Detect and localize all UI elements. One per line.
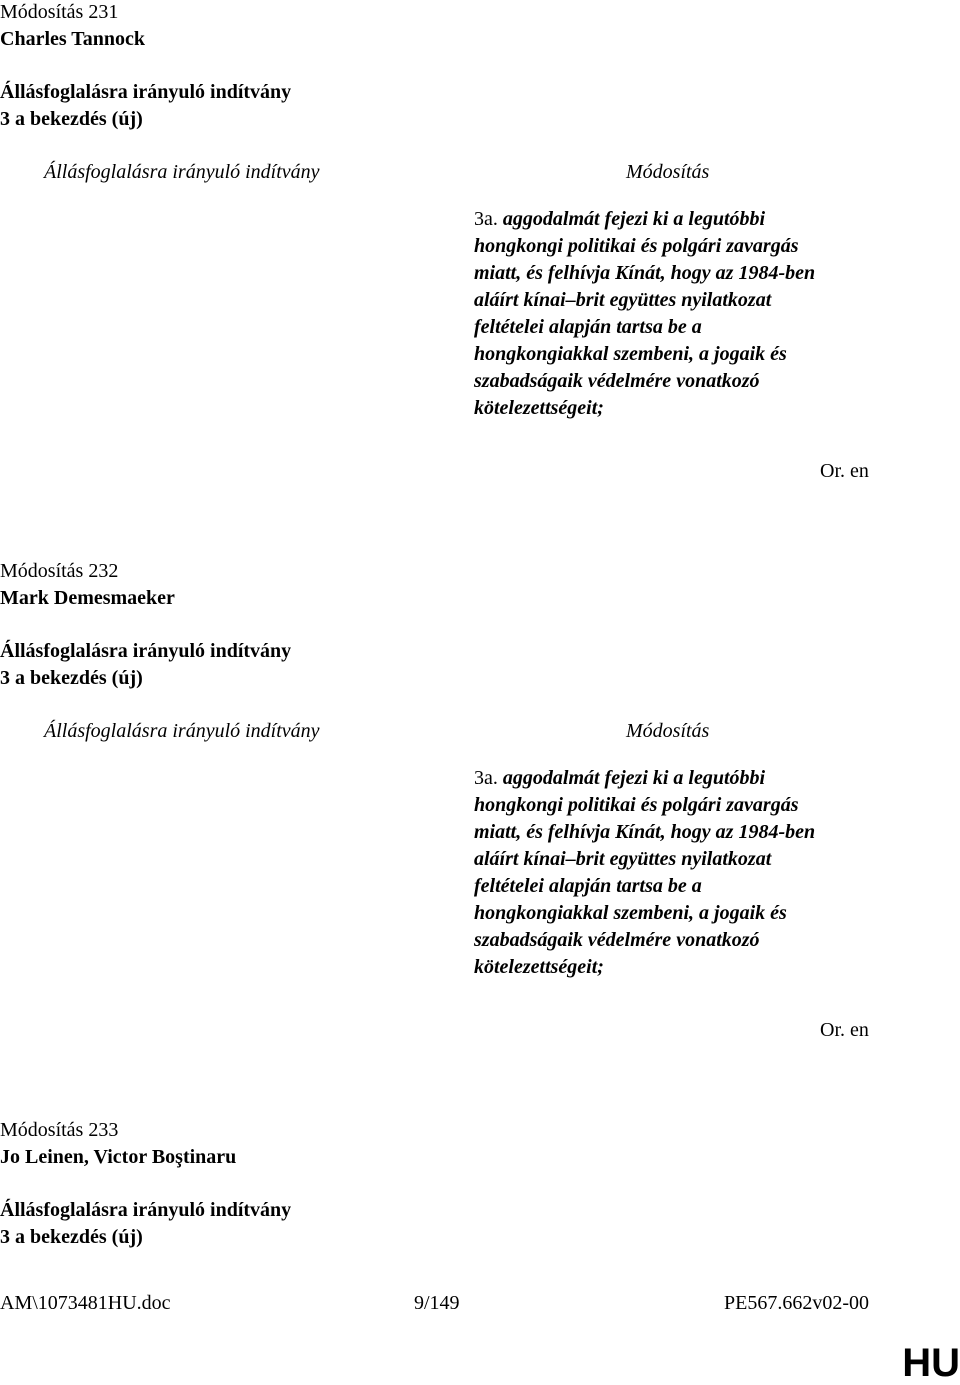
text-line: aláírt kínai–brit együttes nyilatkozat [474,848,772,870]
original-language: Or. en [820,460,869,482]
document-reference: Állásfoglalásra irányuló indítvány [0,81,292,103]
footer-pe-reference: PE567.662v02-00 [724,1292,869,1314]
document-reference: Állásfoglalásra irányuló indítvány [0,1199,292,1221]
text-line: szabadságaik védelmére vonatkozó [474,929,760,951]
text-line: szabadságaik védelmére vonatkozó [474,370,760,392]
column-header-original: Állásfoglalásra irányuló indítvány [44,720,320,742]
paragraph-reference: 3 a bekezdés (új) [0,1226,143,1248]
text-line: hongkongiakkal szembeni, a jogaik és [474,902,787,924]
paragraph-reference: 3 a bekezdés (új) [0,108,143,130]
text-line: hongkongiakkal szembeni, a jogaik és [474,343,787,365]
document-reference: Állásfoglalásra irányuló indítvány [0,640,292,662]
text-line: 3a. aggodalmát fejezi ki a legutóbbi [474,208,766,230]
amendment-number: Módosítás 233 [0,1119,119,1141]
amendment-author: Jo Leinen, Victor Boştinaru [0,1146,237,1168]
amendment-text [474,765,894,981]
original-language: Or. en [820,1019,869,1041]
amendment-author: Mark Demesmaeker [0,587,175,609]
column-header-original: Állásfoglalásra irányuló indítvány [44,161,320,183]
footer-doc-reference: AM\1073481HU.doc [0,1292,171,1314]
text-line: 3a. aggodalmát fejezi ki a legutóbbi [474,767,766,789]
paragraph-reference: 3 a bekezdés (új) [0,667,143,689]
text-line: miatt, és felhívja Kínát, hogy az 1984-ben [474,262,816,284]
footer-page-number: 9/149 [414,1292,460,1314]
text-line: feltételei alapján tartsa be a [474,875,702,897]
amendment-author: Charles Tannock [0,28,146,50]
column-header-amendment: Módosítás [626,720,710,742]
text-line: kötelezettségeit; [474,956,604,978]
text-line: hongkongi politikai és polgári zavargás [474,794,799,816]
text-line: feltételei alapján tartsa be a [474,316,702,338]
text-line: miatt, és felhívja Kínát, hogy az 1984-ben [474,821,816,843]
text-line: hongkongi politikai és polgári zavargás [474,235,799,257]
column-header-amendment: Módosítás [626,161,710,183]
language-code: HU [902,1341,960,1385]
amendment-text [474,206,894,422]
amendment-number: Módosítás 232 [0,560,119,582]
point-number: 3a. [474,208,498,230]
text-line: kötelezettségeit; [474,397,604,419]
text-line: aláírt kínai–brit együttes nyilatkozat [474,289,772,311]
point-number: 3a. [474,767,498,789]
amendment-number: Módosítás 231 [0,1,119,23]
